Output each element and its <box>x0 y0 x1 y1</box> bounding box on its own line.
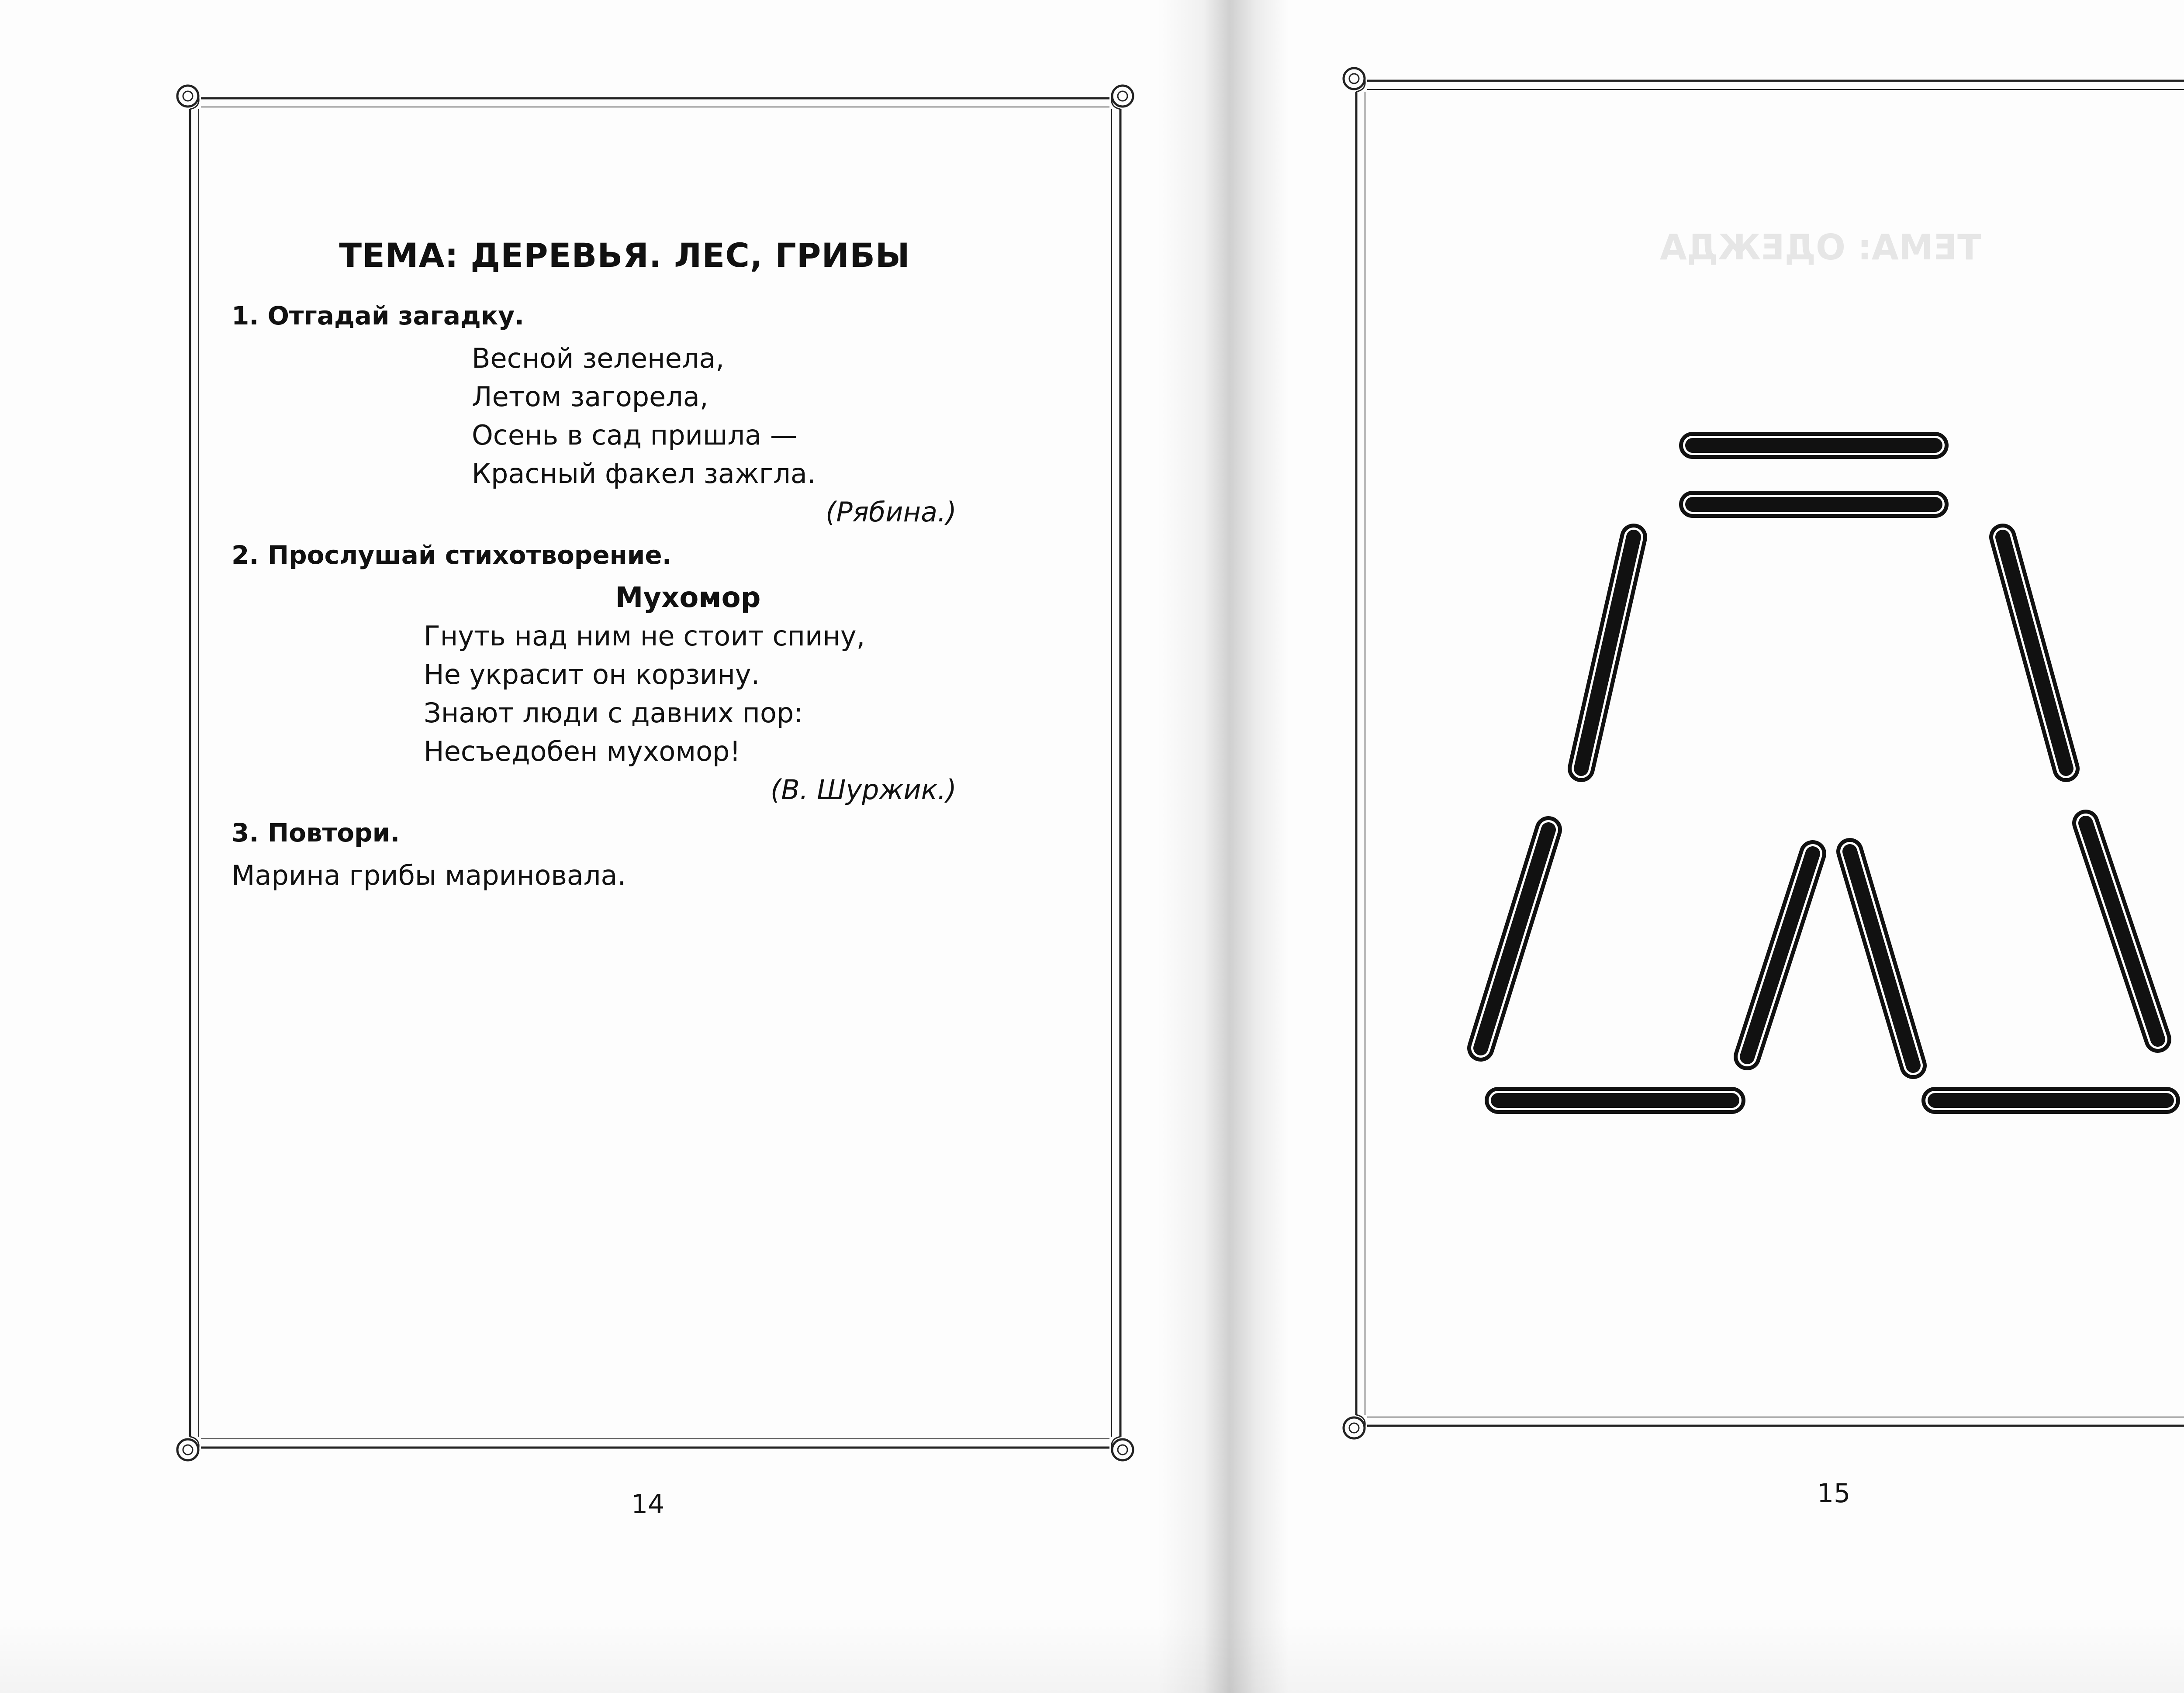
poem-line: Не украсит он корзину. <box>424 659 760 690</box>
task-2-heading: 2. Прослушай стихотворение. <box>232 540 672 570</box>
poem-author: (В. Шуржик.) <box>771 774 957 806</box>
tongue-twister: Марина грибы мариновала. <box>232 859 626 891</box>
task-1-heading: 1. Отгадай загадку. <box>232 301 525 331</box>
riddle-line: Летом загорела, <box>472 381 708 413</box>
poem-line: Знают люди с давних пор: <box>424 697 803 729</box>
stick-center-right <box>1850 852 1913 1065</box>
bleed-through-text: ТЕМА: ОДЕЖДА <box>1660 227 1981 268</box>
poem-title: Мухомор <box>615 582 761 614</box>
riddle-line: Красный факел зажгла. <box>472 458 816 490</box>
stick-left-lower <box>1481 830 1548 1048</box>
book-gutter-shadow <box>1158 0 1289 1693</box>
poem-line: Гнуть над ним не стоит спину, <box>424 620 865 652</box>
poem-verse <box>424 617 1083 771</box>
stick-figure-dress <box>1441 393 2184 1179</box>
poem-line: Несъедобен мухомор! <box>424 735 741 767</box>
page-bottom-shade <box>0 1616 2184 1693</box>
stick-right-lower <box>2086 823 2158 1039</box>
riddle-line: Осень в сад пришла — <box>472 419 797 451</box>
stick-center-left <box>1747 854 1813 1057</box>
left-page-content <box>232 236 1083 895</box>
riddle-line: Весной зеленела, <box>472 342 725 374</box>
page-title: ТЕМА: ДЕРЕВЬЯ. ЛЕС, ГРИБЫ <box>339 236 910 275</box>
task-3-heading: 3. Повтори. <box>232 818 400 848</box>
stick-right-upper <box>2003 537 2066 769</box>
page-number-right: 15 <box>1817 1478 1851 1509</box>
riddle-verse <box>472 339 1083 493</box>
page-number-left: 14 <box>631 1489 665 1520</box>
stick-left-upper <box>1581 537 1634 769</box>
riddle-answer: (Рябина.) <box>826 496 957 528</box>
